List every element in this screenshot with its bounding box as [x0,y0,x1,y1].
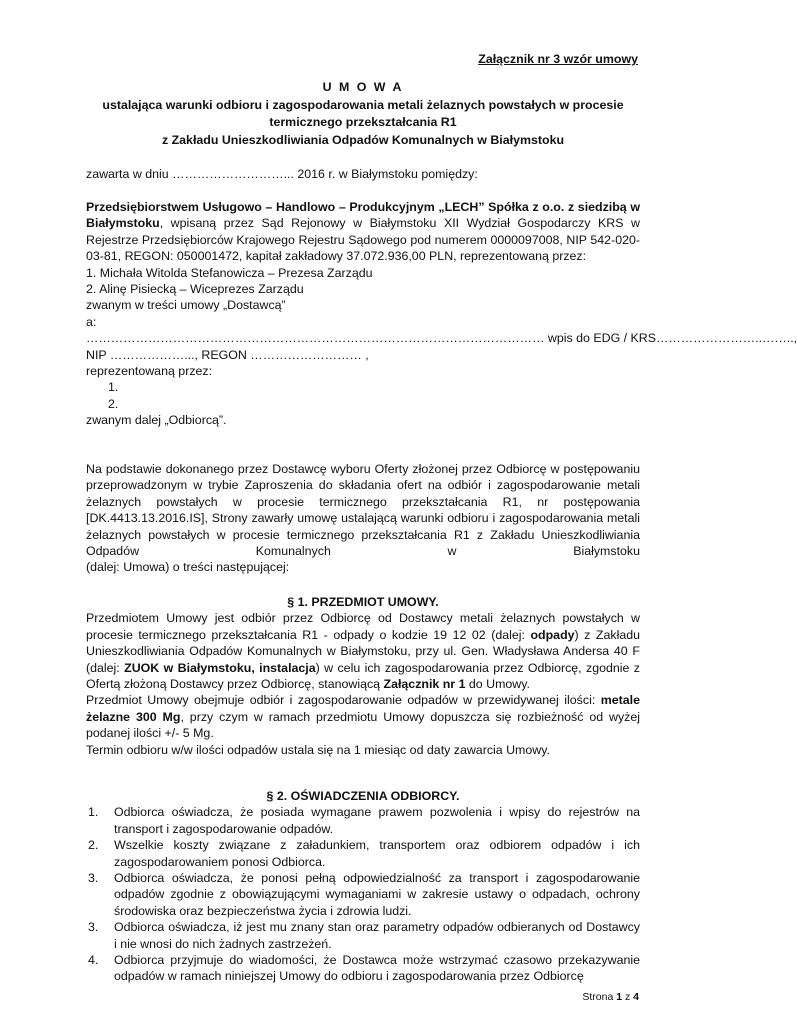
recipient-line-1: ………………………………………………………………………………………………… wpis do EDG / KRS……………………..…….., [86,331,797,346]
section-2-list [86,804,640,984]
and-label: a: [86,314,97,329]
list-item-text: Odbiorca oświadcza, iż jest mu znany stan oraz parametry odpadów odbieranych od Dostawcy i nie wnosi do nich żadnych zastrzeżeń. [114,920,640,951]
list-item [86,837,640,870]
list-item-number: 1. [88,805,99,820]
supplier-rep-1: 1. Michała Witolda Stefanowicza – Prezesa Zarządu [86,265,373,280]
s1-text-c: ) z Zakładu Unieszkodliwiania Odpadów Komunalnych w Białymstoku, przy ul. Gen. Władysława Andersa 40 F (dalej: [86,627,640,675]
s1-p2-text-c: , przy czym w ramach przedmiotu Umowy dopuszcza się rozbieżność od wyżej podanej ilości +/- 5 Mg. [86,709,640,741]
title-word: U M O W A [322,80,404,94]
section-1-paragraph-2 [86,692,640,741]
footer-page-number: 1 [616,991,623,1003]
section-1-title: § 1. PRZEDMIOT UMOWY. [287,595,439,609]
supplier-details: , wpisaną przez Sąd Rejonowy w Białymstoku XII Wydział Gospodarczy KRS w Rejestrze Przedsiębiorców Krajowego Rejestru Sądowego pod numerem 0000097008, NIP 542-020-03-81, REGON: 050001472, kapitał zakładowy 37.072.936,00 PLN, reprezentowaną przez: [86,216,640,264]
list-item-number: 3. [88,871,99,886]
recipient-line-2: NIP ………………..., REGON ……………………… , [86,347,369,362]
footer-mid: z [622,991,634,1003]
section-2 [86,788,640,985]
section-1-paragraph-1 [86,610,640,692]
s1-p2-text-a: Przedmiot Umowy obejmuje odbiór i zagospodarowanie odpadów w przewidywanej ilości: [86,693,601,708]
s1-bold-annex: Załącznik nr 1 [383,677,466,692]
list-item [86,952,640,985]
list-item-number: 2. [88,838,99,853]
preamble-text: Na podstawie dokonanego przez Dostawcę wyboru Oferty złożonej przez Odbiorcę w postępowaniu przeprowadzonym w trybie Zaproszenia do składania ofert na odbiór i zagospodarowanie metali żelaznych powstałych w procesie termicznego przekształcania R1, nr postępowania [DK.4413.13.2016.IS], Strony zawarły umowę ustalającą warunki odbioru i zagospodarowania metali żelaznych powstałych w procesie termicznego przekształcania R1 z Zakładu Unieszkodliwiania Odpadów Komunalnych w Białymstoku [86,462,640,559]
list-item [86,804,640,837]
recipient-rep-2: 2. [108,396,119,411]
list-item-number: 4. [88,953,99,968]
section-1-paragraph-3: Termin odbioru w/w ilości odpadów ustala się na 1 miesiąc od daty zawarcia Umowy. [86,742,550,757]
s1-text-e: ) w celu ich zagospodarowania przez Odbiorcę, zgodnie z Ofertą złożoną Dostawcy przez Odbiorcę, stanowiącą [86,660,640,692]
annex-label: Załącznik nr 3 wzór umowy [478,52,638,66]
title-line-2: termicznego przekształcania R1 [269,115,457,129]
concluded-line: zawarta w dniu ………………………... 2016 r. w Białymstoku pomiędzy: [86,167,478,181]
title-line-1: ustalająca warunki odbioru i zagospodarowania metali żelaznych powstałych w procesie [102,97,624,112]
s1-text-a: Przedmiotem Umowy jest odbiór przez Odbiorcę od Dostawcy metali żelaznych powstałych w procesie termicznego przekształcania R1 - odpady o kodzie 19 12 02 (dalej: [86,611,640,642]
supplier-rep-2: 2. Alinę Pisiecką – Wiceprezes Zarządu [86,282,304,297]
list-item-number: 3. [88,920,99,935]
s1-p2-bold-amount: metale żelazne 300 Mg [86,693,640,724]
recipient-rep-1: 1. [108,380,119,395]
list-item [86,870,640,919]
page-footer [582,991,639,1003]
supplier-paragraph [86,199,640,265]
list-item [86,919,640,952]
list-item-text: Odbiorca przyjmuje do wiadomości, że Dostawca może wstrzymać czasowo przekazywanie odpadów w ramach niniejszej Umowy do odbioru i zagospodarowania przez Odbiorcę [114,953,640,984]
section-2-title: § 2. OŚWIADCZENIA ODBIORCY. [266,789,460,803]
recipient-called: zwanym dalej „Odbiorcą”. [86,413,227,428]
footer-prefix: Strona [582,991,617,1003]
supplier-block [86,199,797,429]
supplier-name: Przedsiębiorstwem Usługowo – Handlowo – Produkcyjnym „LECH” Spółka z o.o. z siedzibą w Białymstoku [86,200,640,231]
s1-text-g: do Umowy. [465,677,530,692]
list-item-text: Wszelkie koszty związane z załadunkiem, transportem oraz odbiorem odpadów i ich zagospodarowaniem ponosi Odbiorca. [114,838,640,869]
section-1 [86,594,640,758]
footer-page-total: 4 [633,991,639,1003]
list-item-text: Odbiorca oświadcza, że posiada wymagane prawem pozwolenia i wpisy do rejestrów na transport i zagospodarowanie odpadów. [114,805,640,836]
preamble-end: (dalej: Umowa) o treści następującej: [86,560,290,575]
recipient-represented: reprezentowaną przez: [86,364,213,379]
s1-bold-odpady: odpady [530,627,575,642]
supplier-called: zwanym w treści umowy „Dostawcą” [86,298,286,313]
title-line-3: z Zakładu Unieszkodliwiania Odpadów Komunalnych w Białymstoku [161,132,565,147]
s1-bold-zuok: ZUOK w Białymstoku, instalacja [124,660,316,675]
preamble-block [86,461,640,576]
contract-title [86,79,640,149]
list-item-text: Odbiorca oświadcza, że ponosi pełną odpowiedzialność za transport i zagospodarowanie odpadów zgodnie z obowiązującymi wymaganiami w zakresie ustawy o odpadach, ochrony środowiska oraz bezpieczeństwa życia i zdrowia ludzi. [114,871,640,918]
